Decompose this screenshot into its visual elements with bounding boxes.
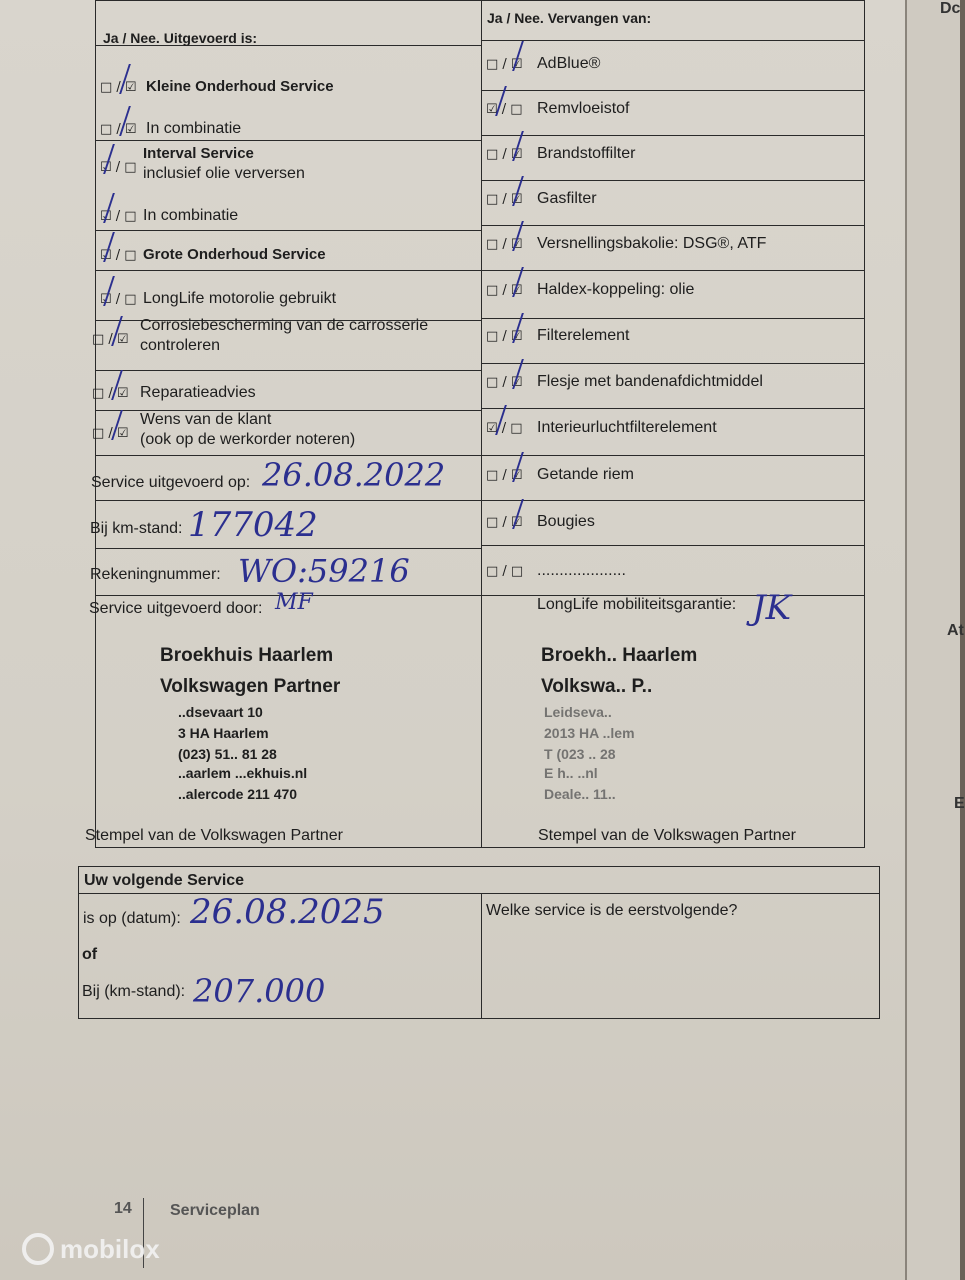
- column-divider: [481, 0, 482, 848]
- row-divider: [95, 270, 481, 271]
- service-item-label: Corrosiebescherming van de carrosserie: [140, 317, 429, 334]
- mobility-label: LongLife mobiliteitsgarantie:: [537, 596, 737, 613]
- replacement-item-label: ....................: [537, 562, 626, 579]
- row-divider: [481, 90, 865, 91]
- footer-section: Serviceplan: [170, 1202, 260, 1219]
- row-divider: [481, 545, 865, 546]
- service-item-label: Reparatieadvies: [140, 384, 256, 401]
- edge-text: Dc: [940, 0, 961, 17]
- stamp-caption-right: Stempel van de Volkswagen Partner: [538, 827, 796, 844]
- yes-no-checkbox[interactable]: □ / ☑: [486, 515, 523, 530]
- dealer-stamp-line: (023) 51.. 81 28: [178, 746, 277, 762]
- replacement-item-label: Brandstoffilter: [537, 145, 636, 162]
- yes-no-checkbox[interactable]: □ / ☑: [486, 237, 523, 252]
- invoice-label: Rekeningnummer:: [90, 566, 221, 583]
- logo-icon: [22, 1233, 54, 1265]
- yes-no-checkbox[interactable]: □ / ☑: [486, 192, 523, 207]
- left-header: Ja / Nee. Uitgevoerd is:: [103, 30, 258, 46]
- row-divider: [95, 140, 481, 141]
- yes-no-checkbox[interactable]: □ / ☑: [486, 147, 523, 162]
- dealer-stamp-line: E h.. ..nl: [544, 765, 598, 781]
- yes-no-checkbox[interactable]: □ / □: [486, 564, 524, 579]
- dealer-stamp-line: T (023 .. 28: [544, 746, 616, 762]
- km-value: 177042: [188, 505, 318, 545]
- row-divider: [481, 225, 865, 226]
- replacement-item-label: Filterelement: [537, 327, 630, 344]
- yes-no-checkbox[interactable]: □ / ☑: [486, 468, 523, 483]
- service-item-label: Wens van de klant: [140, 411, 272, 428]
- adjacent-page-edge: [905, 0, 965, 1280]
- row-divider: [481, 180, 865, 181]
- next-service-title: Uw volgende Service: [84, 872, 245, 889]
- yes-no-checkbox[interactable]: ☑ / □: [100, 248, 137, 263]
- dealer-stamp-line: 2013 HA ..lem: [544, 725, 635, 741]
- service-item-sublabel: controleren: [140, 337, 221, 354]
- replacement-item-label: Remvloeistof: [537, 100, 630, 117]
- stamp-caption-left: Stempel van de Volkswagen Partner: [85, 827, 343, 844]
- row-divider: [481, 270, 865, 271]
- mobilox-watermark: [22, 1233, 160, 1265]
- next-km-value: 207.000: [193, 972, 326, 1010]
- performed-by-label: Service uitgevoerd door:: [89, 600, 263, 617]
- replacement-item-label: Gasfilter: [537, 190, 597, 207]
- row-divider: [481, 318, 865, 319]
- divider: [481, 893, 482, 1019]
- yes-no-checkbox[interactable]: □ / ☑: [486, 329, 523, 344]
- next-service-question: Welke service is de eerstvolgende?: [486, 902, 738, 919]
- replacement-item-label: Bougies: [537, 513, 595, 530]
- service-item-sublabel: (ook op de werkorder noteren): [140, 431, 356, 448]
- yes-no-checkbox[interactable]: □ / ☑: [486, 283, 523, 298]
- yes-no-checkbox[interactable]: □ / ☑: [92, 386, 129, 401]
- service-date-value: 26.08.2022: [262, 456, 446, 494]
- or-label: of: [82, 946, 98, 963]
- next-date-label: is op (datum):: [83, 910, 181, 927]
- dealer-stamp-line: 3 HA Haarlem: [178, 725, 269, 741]
- yes-no-checkbox[interactable]: ☑ / □: [100, 160, 137, 175]
- right-header: Ja / Nee. Vervangen van:: [487, 10, 652, 26]
- watermark-text: mobilox: [60, 1233, 160, 1264]
- dealer-stamp-line: ..alercode 211 470: [178, 786, 298, 802]
- replacement-item-label: Getande riem: [537, 466, 634, 483]
- yes-no-checkbox[interactable]: ☑ / □: [100, 209, 137, 224]
- row-divider: [481, 40, 865, 41]
- service-item-label: Interval Service: [143, 145, 254, 162]
- yes-no-checkbox[interactable]: ☑ / □: [486, 421, 523, 436]
- yes-no-checkbox[interactable]: □ / ☑: [92, 426, 129, 441]
- service-item-label: In combinatie: [146, 120, 242, 137]
- yes-no-checkbox[interactable]: ☑ / □: [486, 102, 523, 117]
- edge-text: E: [954, 795, 965, 812]
- yes-no-checkbox[interactable]: □ / ☑: [100, 122, 137, 137]
- km-label: Bij km-stand:: [90, 520, 183, 537]
- page-number: 14: [114, 1200, 132, 1217]
- yes-no-checkbox[interactable]: □ / ☑: [486, 57, 523, 72]
- dealer-stamp-line: Deale.. 11..: [544, 786, 616, 802]
- row-divider: [95, 230, 481, 231]
- dealer-stamp-line: ..dsevaart 10: [178, 704, 263, 720]
- mobility-value: JK: [752, 588, 792, 628]
- yes-no-checkbox[interactable]: □ / ☑: [486, 375, 523, 390]
- replacement-item-label: Haldex-koppeling: olie: [537, 281, 695, 298]
- replacement-item-label: Flesje met bandenafdichtmiddel: [537, 373, 763, 390]
- row-divider: [481, 363, 865, 364]
- dealer-stamp-line: Broekh.. Haarlem: [541, 645, 698, 666]
- dealer-stamp-line: Leidseva..: [544, 704, 612, 720]
- row-divider: [481, 408, 865, 409]
- service-item-label: Grote Onderhoud Service: [143, 246, 326, 263]
- yes-no-checkbox[interactable]: □ / ☑: [92, 332, 129, 347]
- dealer-stamp-line: Volkswagen Partner: [160, 676, 341, 697]
- row-divider: [95, 370, 481, 371]
- service-item-label: LongLife motorolie gebruikt: [143, 290, 337, 307]
- edge-text: At: [947, 622, 964, 639]
- row-divider: [481, 135, 865, 136]
- dealer-stamp-line: Volkswa.. P..: [541, 676, 653, 697]
- replacement-item-label: Interieurluchtfilterelement: [537, 419, 717, 436]
- invoice-value: WO:59216: [238, 552, 410, 590]
- row-divider: [481, 455, 865, 456]
- row-divider: [95, 500, 481, 501]
- yes-no-checkbox[interactable]: ☑ / □: [100, 292, 137, 307]
- service-date-label: Service uitgevoerd op:: [91, 474, 251, 491]
- next-date-value: 26.08.2025: [190, 892, 385, 932]
- dealer-stamp-line: Broekhuis Haarlem: [160, 645, 334, 666]
- service-item-sublabel: inclusief olie verversen: [143, 165, 305, 182]
- row-divider: [481, 500, 865, 501]
- next-km-label: Bij (km-stand):: [82, 983, 186, 1000]
- service-item-label: In combinatie: [143, 207, 239, 224]
- yes-no-checkbox[interactable]: □ / ☑: [100, 80, 137, 95]
- replacement-item-label: Versnellingsbakolie: DSG®, ATF: [537, 235, 767, 252]
- service-item-label: Kleine Onderhoud Service: [146, 78, 334, 95]
- performed-by-value: MF: [275, 590, 313, 615]
- dealer-stamp-line: ..aarlem ...ekhuis.nl: [178, 765, 308, 781]
- row-divider: [95, 548, 481, 549]
- replacement-item-label: AdBlue®: [537, 55, 601, 72]
